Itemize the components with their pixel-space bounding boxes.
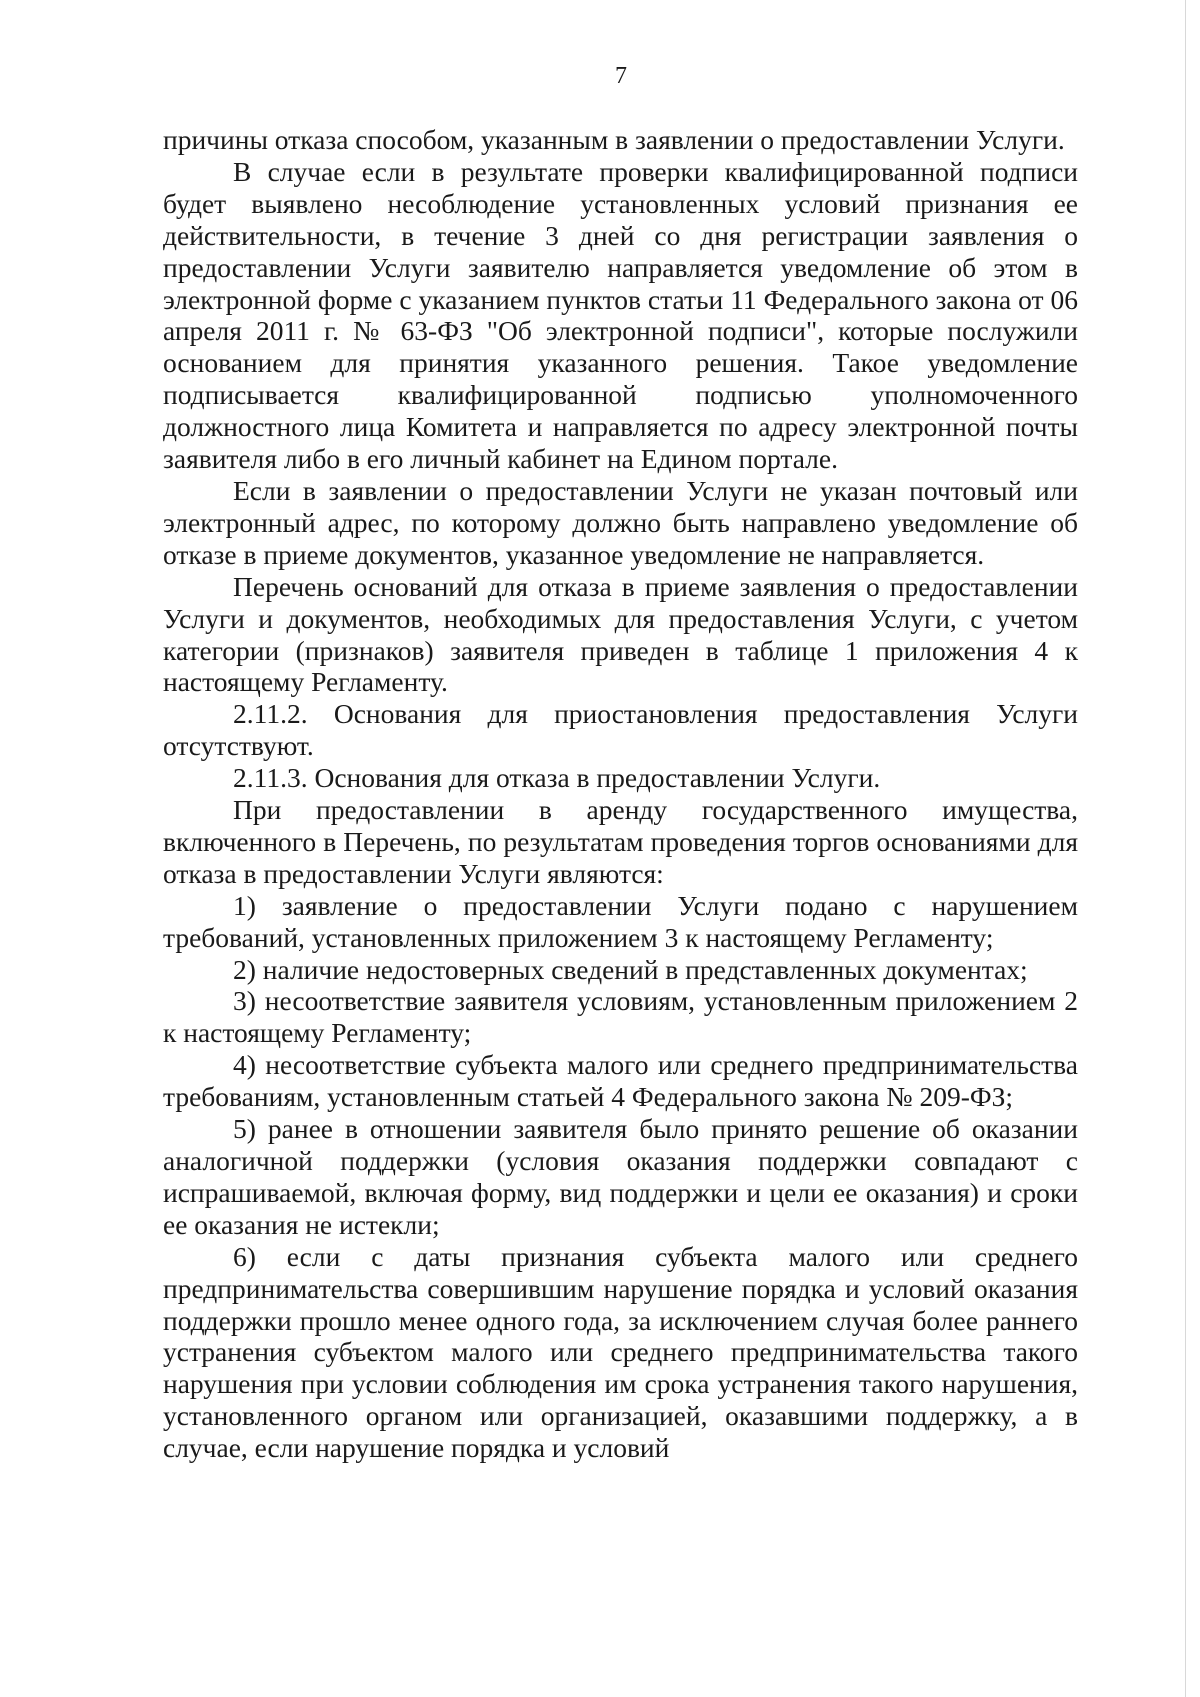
paragraph: 2.11.2. Основания для приостановления предоставления Услуги отсутствуют.: [163, 698, 1078, 762]
paragraph: 2.11.3. Основания для отказа в предоставлении Услуги.: [233, 762, 881, 794]
list-item: 4) несоответствие субъекта малого или среднего предпринимательства требованиям, установленным статьей 4 Федерального закона № 209-ФЗ;: [163, 1049, 1078, 1113]
page-edge-line: [1185, 0, 1186, 1697]
paragraph: При предоставлении в аренду государственного имущества, включенного в Перечень, по результатам проведения торгов основаниями для отказа в предоставлении Услуги являются:: [163, 794, 1078, 889]
list-item: 3) несоответствие заявителя условиям, установленным приложением 2 к настоящему Регламенту;: [163, 985, 1078, 1049]
list-item: 1) заявление о предоставлении Услуги подано с нарушением требований, установленных приложением 3 к настоящему Регламенту;: [163, 889, 1078, 953]
list-item: 5) ранее в отношении заявителя было принято решение об оказании аналогичной поддержки (условия оказания поддержки совпадают с испрашиваемой, включая форму, вид поддержки и цели ее оказания) и сроки ее оказания не истекли;: [163, 1113, 1078, 1240]
page-number: 7: [615, 63, 627, 89]
paragraph: причины отказа способом, указанным в заявлении о предоставлении Услуги.: [163, 124, 1065, 155]
paragraph: В случае если в результате проверки квалифицированной подписи будет выявлено несоблюдение установленных условий признания ее действительности, в течение 3 дней со дня регистрации заявления о предоставлении Услуги заявителю направляется уведомление об этом в электронной форме с указанием пунктов статьи 11 Федерального закона от 06 апреля 2011 г. № 63-ФЗ "Об электронной подписи", которые послужили основанием для принятия указанного решения. Такое уведомление подписывается квалифицированной подписью уполномоченного должностного лица Комитета и направляется по адресу электронной почты заявителя либо в его личный кабинет на Едином портале.: [163, 155, 1078, 475]
list-item: 2) наличие недостоверных сведений в представленных документах;: [233, 953, 1028, 985]
paragraph: Если в заявлении о предоставлении Услуги не указан почтовый или электронный адрес, по которому должно быть направлено уведомление об отказе в приеме документов, указанное уведомление не направляется.: [163, 474, 1078, 570]
body-text: [163, 124, 1078, 1464]
list-item: 6) если с даты признания субъекта малого или среднего предпринимательства совершившим нарушение порядка и условий оказания поддержки прошло менее одного года, за исключением случая более раннего устранения субъектом малого или среднего предпринимательства такого нарушения при условии соблюдения им срока устранения такого нарушения, установленного органом или организацией, оказавшими поддержку, а в случае, если нарушение порядка и условий: [163, 1240, 1078, 1464]
paragraph: Перечень оснований для отказа в приеме заявления о предоставлении Услуги и документов, необходимых для предоставления Услуги, с учетом категории (признаков) заявителя приведен в таблице 1 приложения 4 к настоящему Регламенту.: [163, 570, 1078, 698]
